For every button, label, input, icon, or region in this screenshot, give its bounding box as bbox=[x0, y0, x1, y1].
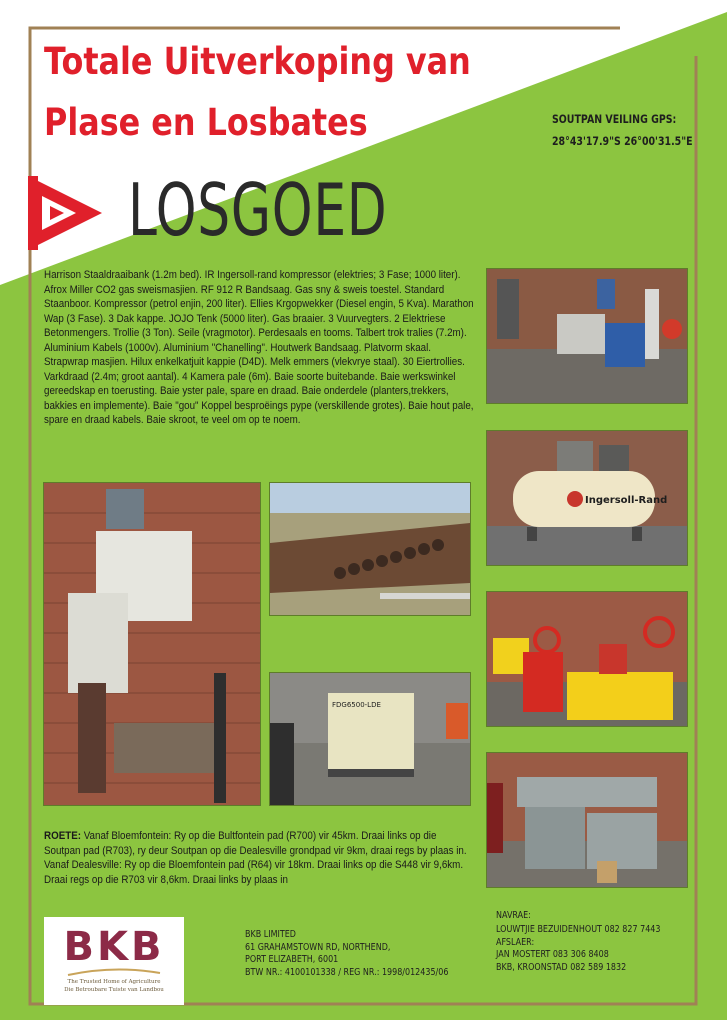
photo-generator bbox=[269, 672, 471, 806]
page-title-line-1: Totale Uitverkoping van bbox=[44, 40, 471, 83]
photo-petrol-compressors bbox=[486, 591, 688, 727]
contact-enquiries: LOUWTJIE BEZUIDENHOUT 082 827 7443 bbox=[496, 924, 661, 935]
logo-tagline-af: Die Betroubare Tuiste van Landbou bbox=[64, 987, 164, 993]
company-name: BKB LIMITED bbox=[245, 929, 296, 940]
photo-welding-equipment bbox=[486, 268, 688, 404]
photo-drill-press bbox=[43, 482, 261, 806]
bkb-logo bbox=[44, 917, 184, 1005]
photo-lathe bbox=[486, 752, 688, 888]
red-arrow-logo-icon bbox=[26, 174, 104, 252]
route-directions bbox=[44, 829, 474, 887]
photo-compressor bbox=[486, 430, 688, 566]
contact-auctioneer: JAN MOSTERT 083 306 8408 bbox=[496, 949, 609, 960]
address-line-1: 61 GRAHAMSTOWN RD, NORTHEND, bbox=[245, 941, 391, 953]
contact-kroonstad: BKB, KROONSTAD 082 589 1832 bbox=[496, 961, 627, 973]
generator-model-label: FDG6500-LDE bbox=[332, 701, 381, 709]
auctioneer-label: AFSLAER: bbox=[496, 936, 535, 948]
address-line-2: PORT ELIZABETH, 6001 bbox=[245, 954, 339, 965]
photo-pipes bbox=[269, 482, 471, 616]
enquiries-label: NAVRAE: bbox=[496, 910, 531, 921]
logo-tagline-en: The Trusted Home of Agriculture bbox=[67, 979, 161, 985]
page-title-line-2: Plase en Losbates bbox=[44, 101, 368, 144]
route-label: ROETE: bbox=[44, 830, 82, 842]
route-text: Vanaf Bloemfontein: Ry op die Bultfontein pad (R700) vir 45km. Draai links op die Soutpan pad (R703), ry deur Soutpan op die Dealesville grondpad vir 9km, draai regs by plaas in. Vanaf Dealesville: Ry op die Bloemfontein pad (R64) vir 18km. Draai links op die S448 vir 9,6km. Draai regs op die R703 vir 8,6km. Draai links by plaas in bbox=[44, 830, 467, 886]
item-description: Harrison Staaldraaibank (1.2m bed). IR Ingersoll-rand kompressor (elektries; 3 Fase; 1000 liter). Afrox Miller CO2 gas sweismasjien. RF 912 R Bandsaag. Gas sny & sweis toestel. Standard Staanboor. Kompressor (petrol enjin, 200 liter). Ellies Krgopwekker (Diesel engin, 5 Kva). Marathon Wap (3 Fase). 3 Dak kappe. JOJO Tenk (5000 liter). Gas braaier. 3 Vuurvegters. 2 Elektriese Betonmengers. Trollie (3 Ton). Seile (vragmotor). Perdesaals en tooms. Talbert trok tralies (7.2m). Aluminium Kabels (1000v). Aluminium "Chanelling". Houtwerk Bandsaag. Platvorm skaal. Strapwrap masjien. Hilux enkelkatjuit kappie (D4D). Melk emmers (vlekvrye staal). 30 Eiertrollies. Varkdraad (2.4m; groot aantal). 4 Kamera pale (6m). Baie soorte buitebande. Baie werkswinkel gereedskap en toerusting. Baie yster pale, spare en draad. Baie onderdele (planters,trekkers, bakkies en implemente). Baie "gou" Koppel besproëings pype (verskillende grotes). Baie hout pale, spare en draad kabels. Baie skroot, te veel om op te noem. bbox=[44, 269, 474, 426]
section-heading: LOSGOED bbox=[128, 168, 388, 252]
logo-swoosh-icon bbox=[66, 967, 162, 977]
compressor-brand-label: Ingersoll-Rand bbox=[585, 495, 668, 506]
bkb-logo-text: BKB bbox=[63, 924, 165, 970]
registration-numbers: BTW NR.: 4100101338 / REG NR.: 1998/012435/06 bbox=[245, 966, 449, 978]
gps-label: SOUTPAN VEILING GPS: bbox=[552, 112, 677, 126]
gps-coordinates: 28°43'17.9"S 26°00'31.5"E bbox=[552, 134, 693, 148]
